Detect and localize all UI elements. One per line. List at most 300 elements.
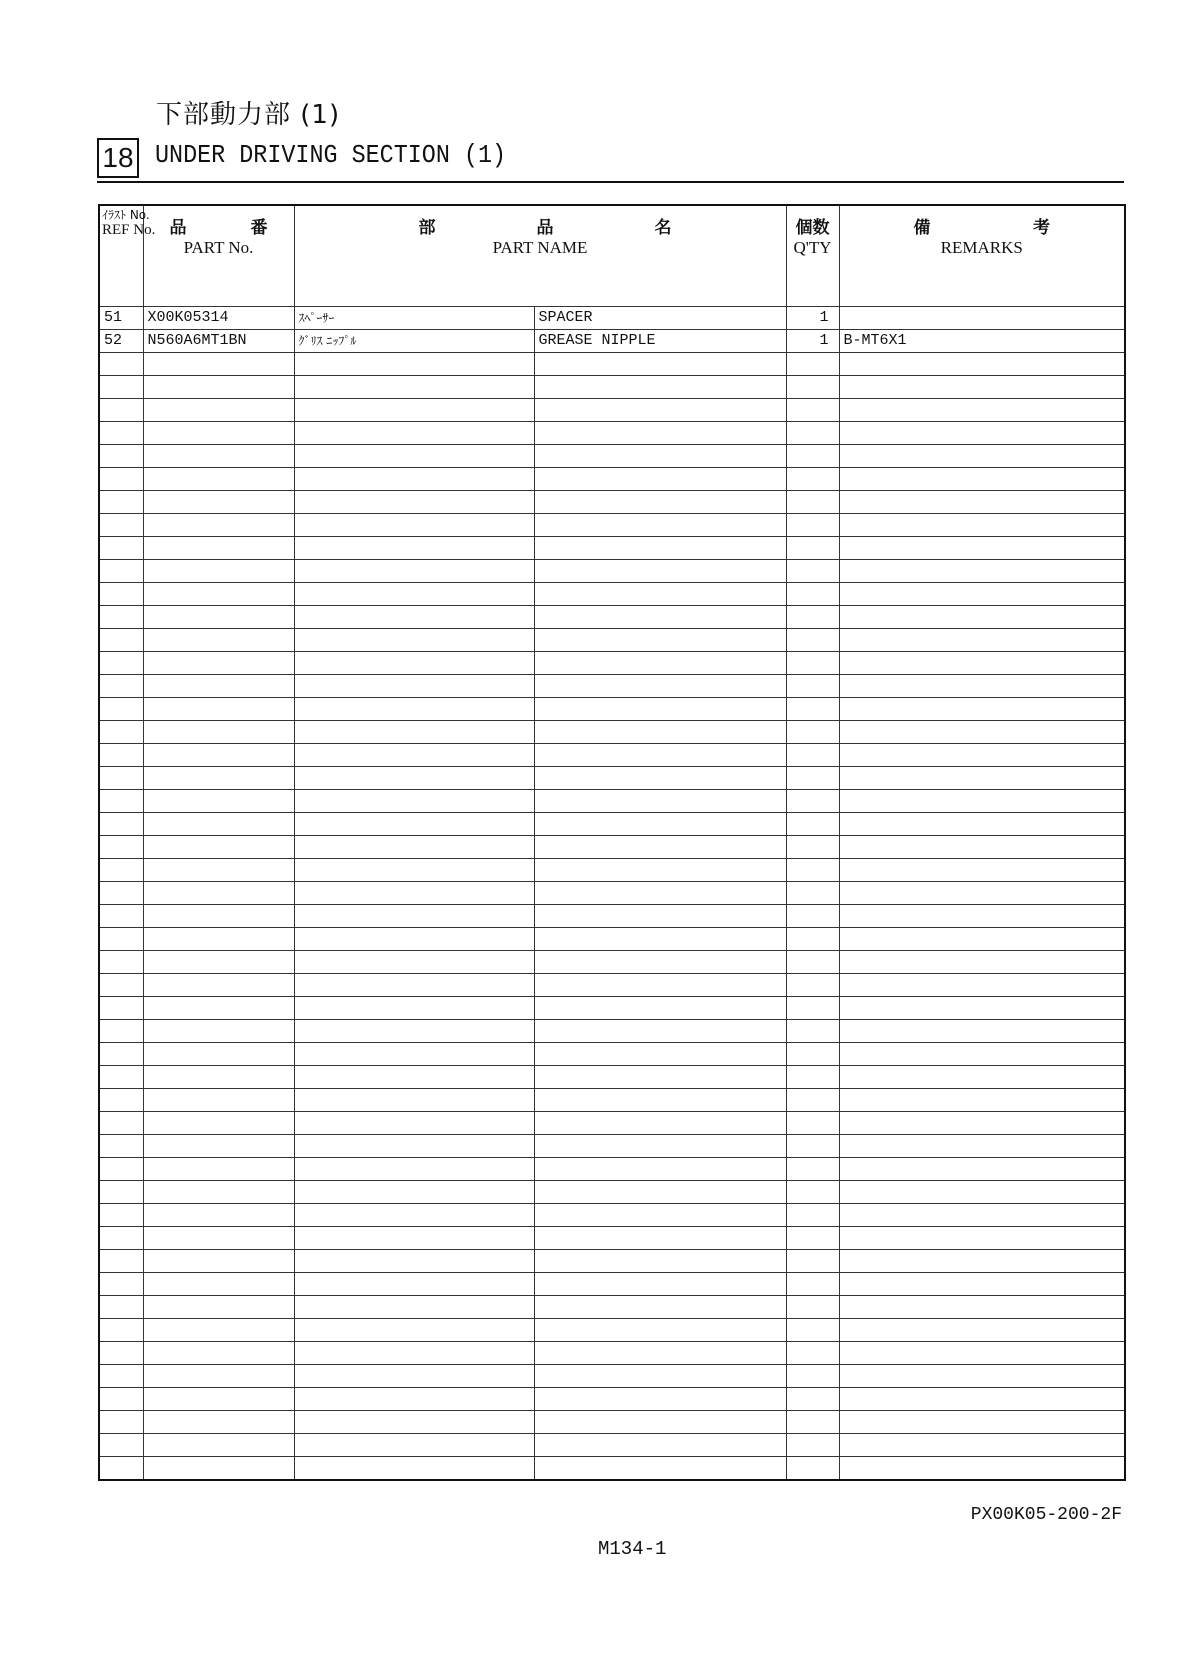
empty-cell	[839, 813, 1125, 836]
empty-cell	[143, 514, 294, 537]
empty-cell	[839, 468, 1125, 491]
empty-cell	[294, 468, 534, 491]
empty-cell	[786, 560, 839, 583]
empty-cell	[534, 583, 786, 606]
empty-cell	[839, 767, 1125, 790]
empty-cell	[294, 514, 534, 537]
empty-table-row	[99, 767, 1125, 790]
empty-cell	[294, 1204, 534, 1227]
parts-list-table	[98, 204, 1126, 1481]
empty-cell	[99, 1158, 143, 1181]
empty-cell	[786, 836, 839, 859]
empty-table-row	[99, 1181, 1125, 1204]
empty-cell	[294, 951, 534, 974]
empty-cell	[534, 353, 786, 376]
empty-cell	[839, 1457, 1125, 1481]
empty-cell	[786, 1411, 839, 1434]
empty-table-row	[99, 1204, 1125, 1227]
empty-cell	[786, 744, 839, 767]
column-header-qty	[786, 205, 839, 307]
empty-table-row	[99, 1434, 1125, 1457]
part-no-header-jp-right: 番	[250, 218, 268, 238]
empty-cell	[839, 698, 1125, 721]
empty-cell	[534, 652, 786, 675]
empty-table-row	[99, 629, 1125, 652]
remarks-header-en: REMARKS	[940, 238, 1023, 257]
empty-cell	[143, 491, 294, 514]
empty-table-row	[99, 974, 1125, 997]
empty-cell	[294, 698, 534, 721]
empty-cell	[143, 859, 294, 882]
empty-cell	[143, 790, 294, 813]
empty-cell	[294, 1457, 534, 1481]
empty-cell	[99, 1388, 143, 1411]
empty-cell	[534, 1227, 786, 1250]
empty-cell	[99, 767, 143, 790]
empty-cell	[143, 422, 294, 445]
empty-cell	[294, 445, 534, 468]
empty-cell	[839, 1135, 1125, 1158]
empty-cell	[786, 1457, 839, 1481]
empty-cell	[534, 1204, 786, 1227]
empty-table-row	[99, 1296, 1125, 1319]
empty-cell	[839, 1089, 1125, 1112]
empty-cell	[143, 652, 294, 675]
empty-table-row	[99, 1319, 1125, 1342]
empty-cell	[839, 1411, 1125, 1434]
empty-cell	[294, 1365, 534, 1388]
empty-cell	[786, 1135, 839, 1158]
empty-cell	[534, 928, 786, 951]
empty-cell	[839, 1227, 1125, 1250]
empty-table-row	[99, 583, 1125, 606]
empty-cell	[294, 1319, 534, 1342]
empty-table-row	[99, 1388, 1125, 1411]
empty-table-row	[99, 1112, 1125, 1135]
empty-cell	[534, 1319, 786, 1342]
column-header-ref	[99, 205, 156, 307]
empty-cell	[143, 1296, 294, 1319]
cell-part-no: X00K05314	[143, 307, 294, 330]
empty-cell	[294, 1227, 534, 1250]
empty-table-row	[99, 422, 1125, 445]
empty-table-row	[99, 399, 1125, 422]
empty-cell	[99, 997, 143, 1020]
empty-cell	[294, 353, 534, 376]
remarks-header-jp-right: 考	[1033, 218, 1050, 238]
empty-table-row	[99, 813, 1125, 836]
empty-cell	[99, 1273, 143, 1296]
empty-cell	[143, 951, 294, 974]
empty-cell	[786, 767, 839, 790]
empty-cell	[534, 698, 786, 721]
empty-cell	[534, 1388, 786, 1411]
empty-cell	[786, 353, 839, 376]
empty-cell	[839, 560, 1125, 583]
ref-header-en: REF No.	[102, 222, 156, 238]
cell-qty: 1	[786, 330, 839, 353]
empty-cell	[786, 445, 839, 468]
empty-cell	[99, 1319, 143, 1342]
empty-cell	[534, 1135, 786, 1158]
empty-table-row	[99, 606, 1125, 629]
empty-cell	[839, 1020, 1125, 1043]
empty-table-row	[99, 721, 1125, 744]
empty-cell	[839, 790, 1125, 813]
empty-cell	[534, 1043, 786, 1066]
empty-cell	[534, 744, 786, 767]
empty-cell	[294, 1296, 534, 1319]
empty-cell	[294, 1181, 534, 1204]
empty-cell	[143, 1434, 294, 1457]
empty-cell	[839, 1204, 1125, 1227]
empty-cell	[839, 997, 1125, 1020]
empty-cell	[143, 813, 294, 836]
empty-cell	[839, 1388, 1125, 1411]
empty-table-row	[99, 376, 1125, 399]
empty-cell	[839, 353, 1125, 376]
empty-cell	[786, 1227, 839, 1250]
empty-cell	[294, 744, 534, 767]
empty-cell	[99, 652, 143, 675]
column-header-part-no	[143, 205, 294, 307]
empty-cell	[786, 1296, 839, 1319]
empty-cell	[143, 537, 294, 560]
empty-cell	[786, 997, 839, 1020]
empty-cell	[294, 859, 534, 882]
part-name-header-jp-1: 部	[418, 218, 436, 238]
empty-cell	[143, 468, 294, 491]
empty-cell	[839, 1296, 1125, 1319]
empty-cell	[294, 1089, 534, 1112]
empty-cell	[143, 882, 294, 905]
empty-cell	[839, 1342, 1125, 1365]
empty-cell	[143, 744, 294, 767]
empty-cell	[99, 1089, 143, 1112]
empty-cell	[294, 836, 534, 859]
empty-cell	[143, 1227, 294, 1250]
empty-cell	[839, 422, 1125, 445]
part-name-header-en: PART NAME	[492, 238, 588, 257]
empty-cell	[294, 767, 534, 790]
empty-cell	[143, 583, 294, 606]
empty-cell	[786, 1250, 839, 1273]
empty-table-row	[99, 698, 1125, 721]
empty-cell	[99, 1296, 143, 1319]
empty-cell	[839, 1043, 1125, 1066]
empty-cell	[294, 1250, 534, 1273]
remarks-header-jp-left: 備	[913, 218, 931, 238]
empty-cell	[294, 422, 534, 445]
empty-cell	[839, 675, 1125, 698]
empty-cell	[294, 790, 534, 813]
empty-cell	[143, 1135, 294, 1158]
empty-cell	[143, 1365, 294, 1388]
empty-cell	[534, 767, 786, 790]
empty-cell	[534, 1411, 786, 1434]
empty-cell	[294, 376, 534, 399]
empty-cell	[143, 1066, 294, 1089]
empty-cell	[143, 1319, 294, 1342]
empty-cell	[99, 560, 143, 583]
empty-cell	[143, 836, 294, 859]
empty-cell	[99, 1020, 143, 1043]
empty-cell	[534, 1181, 786, 1204]
empty-cell	[99, 445, 143, 468]
empty-cell	[99, 1250, 143, 1273]
column-header-remarks	[839, 205, 1125, 307]
empty-cell	[99, 1181, 143, 1204]
empty-cell	[839, 491, 1125, 514]
section-number-box: 18	[97, 138, 139, 178]
empty-cell	[534, 629, 786, 652]
empty-cell	[143, 1043, 294, 1066]
empty-cell	[786, 1112, 839, 1135]
empty-cell	[143, 1158, 294, 1181]
empty-cell	[786, 652, 839, 675]
empty-cell	[294, 928, 534, 951]
empty-table-row	[99, 997, 1125, 1020]
empty-cell	[143, 1204, 294, 1227]
cell-part-no: N560A6MT1BN	[143, 330, 294, 353]
empty-table-row	[99, 928, 1125, 951]
empty-cell	[99, 606, 143, 629]
empty-cell	[839, 399, 1125, 422]
empty-cell	[99, 583, 143, 606]
empty-cell	[534, 859, 786, 882]
empty-table-row	[99, 1365, 1125, 1388]
empty-table-row	[99, 1227, 1125, 1250]
empty-cell	[294, 1158, 534, 1181]
empty-cell	[534, 905, 786, 928]
empty-cell	[534, 1273, 786, 1296]
empty-cell	[143, 767, 294, 790]
empty-cell	[99, 1066, 143, 1089]
empty-table-row	[99, 1089, 1125, 1112]
empty-cell	[786, 1066, 839, 1089]
page-title-english: UNDER DRIVING SECTION (1)	[155, 140, 507, 170]
empty-cell	[839, 1181, 1125, 1204]
empty-table-row	[99, 652, 1125, 675]
empty-cell	[534, 1089, 786, 1112]
empty-cell	[534, 951, 786, 974]
empty-cell	[839, 445, 1125, 468]
empty-cell	[786, 583, 839, 606]
empty-cell	[143, 1457, 294, 1481]
empty-cell	[143, 376, 294, 399]
empty-cell	[786, 790, 839, 813]
empty-cell	[534, 1296, 786, 1319]
empty-cell	[534, 836, 786, 859]
empty-table-row	[99, 1342, 1125, 1365]
empty-cell	[786, 882, 839, 905]
empty-cell	[839, 905, 1125, 928]
empty-table-row	[99, 951, 1125, 974]
empty-cell	[99, 813, 143, 836]
empty-cell	[839, 974, 1125, 997]
empty-cell	[534, 721, 786, 744]
empty-cell	[143, 560, 294, 583]
empty-cell	[534, 882, 786, 905]
cell-remarks: B-MT6X1	[839, 330, 1125, 353]
empty-cell	[99, 399, 143, 422]
empty-cell	[786, 1342, 839, 1365]
empty-table-row	[99, 514, 1125, 537]
empty-cell	[786, 859, 839, 882]
empty-cell	[294, 1273, 534, 1296]
empty-cell	[786, 675, 839, 698]
empty-cell	[839, 744, 1125, 767]
empty-cell	[786, 1089, 839, 1112]
empty-cell	[99, 468, 143, 491]
empty-cell	[99, 629, 143, 652]
empty-cell	[143, 606, 294, 629]
empty-cell	[839, 537, 1125, 560]
empty-cell	[294, 537, 534, 560]
empty-cell	[534, 491, 786, 514]
table-row	[99, 307, 1125, 330]
empty-cell	[143, 905, 294, 928]
empty-table-row	[99, 836, 1125, 859]
empty-table-row	[99, 560, 1125, 583]
empty-cell	[534, 1066, 786, 1089]
empty-cell	[786, 974, 839, 997]
empty-cell	[839, 629, 1125, 652]
empty-cell	[786, 422, 839, 445]
empty-table-row	[99, 491, 1125, 514]
empty-cell	[143, 974, 294, 997]
empty-cell	[786, 1434, 839, 1457]
table-row	[99, 330, 1125, 353]
empty-cell	[143, 1250, 294, 1273]
empty-cell	[143, 997, 294, 1020]
empty-cell	[839, 951, 1125, 974]
empty-cell	[534, 1020, 786, 1043]
empty-cell	[143, 1342, 294, 1365]
empty-cell	[99, 675, 143, 698]
part-no-header-jp-left: 品	[169, 218, 187, 238]
empty-cell	[786, 1043, 839, 1066]
empty-cell	[839, 1066, 1125, 1089]
empty-cell	[143, 928, 294, 951]
empty-cell	[99, 1043, 143, 1066]
empty-cell	[839, 652, 1125, 675]
empty-cell	[294, 1411, 534, 1434]
empty-cell	[786, 1020, 839, 1043]
empty-table-row	[99, 468, 1125, 491]
empty-cell	[143, 629, 294, 652]
empty-cell	[534, 606, 786, 629]
empty-cell	[534, 813, 786, 836]
empty-cell	[786, 468, 839, 491]
empty-cell	[99, 1457, 143, 1481]
empty-cell	[294, 882, 534, 905]
empty-cell	[786, 376, 839, 399]
empty-cell	[534, 376, 786, 399]
empty-cell	[534, 1434, 786, 1457]
empty-cell	[839, 1319, 1125, 1342]
empty-cell	[839, 836, 1125, 859]
empty-cell	[534, 468, 786, 491]
cell-part-name-jp: ｸﾞﾘｽ ﾆｯﾌﾟﾙ	[294, 330, 534, 353]
cell-ref: 52	[99, 330, 143, 353]
empty-cell	[99, 1365, 143, 1388]
empty-cell	[294, 1066, 534, 1089]
page-title-japanese: 下部動力部 (1)	[156, 100, 341, 130]
empty-cell	[99, 974, 143, 997]
empty-table-row	[99, 1457, 1125, 1481]
empty-cell	[534, 1250, 786, 1273]
column-header-part-name	[294, 205, 786, 307]
empty-cell	[99, 859, 143, 882]
empty-cell	[534, 537, 786, 560]
empty-cell	[294, 1043, 534, 1066]
empty-cell	[143, 1273, 294, 1296]
ref-header-jp: ｲﾗｽﾄ No.	[102, 208, 150, 222]
empty-table-row	[99, 859, 1125, 882]
empty-cell	[99, 1135, 143, 1158]
empty-cell	[143, 1388, 294, 1411]
empty-cell	[839, 606, 1125, 629]
empty-table-row	[99, 353, 1125, 376]
empty-cell	[143, 721, 294, 744]
empty-table-row	[99, 1250, 1125, 1273]
empty-table-row	[99, 744, 1125, 767]
qty-header-en: Q'TY	[793, 238, 832, 257]
empty-cell	[294, 629, 534, 652]
qty-header-jp: 個数	[795, 218, 830, 238]
empty-cell	[143, 1089, 294, 1112]
empty-cell	[294, 905, 534, 928]
table-header-row	[99, 205, 1125, 307]
empty-cell	[839, 583, 1125, 606]
empty-cell	[294, 399, 534, 422]
empty-cell	[786, 1388, 839, 1411]
empty-cell	[786, 514, 839, 537]
empty-cell	[99, 744, 143, 767]
empty-cell	[99, 491, 143, 514]
empty-cell	[534, 560, 786, 583]
empty-cell	[99, 353, 143, 376]
empty-cell	[99, 882, 143, 905]
part-no-header-en: PART No.	[183, 238, 254, 257]
empty-cell	[99, 1112, 143, 1135]
empty-cell	[99, 1411, 143, 1434]
empty-cell	[99, 1342, 143, 1365]
empty-cell	[839, 721, 1125, 744]
cell-part-name-jp: ｽﾍﾟｰｻｰ	[294, 307, 534, 330]
empty-cell	[99, 790, 143, 813]
empty-cell	[294, 1135, 534, 1158]
empty-cell	[786, 1158, 839, 1181]
empty-cell	[99, 905, 143, 928]
empty-cell	[786, 399, 839, 422]
empty-cell	[534, 790, 786, 813]
empty-cell	[294, 813, 534, 836]
empty-table-row	[99, 675, 1125, 698]
empty-cell	[839, 1273, 1125, 1296]
empty-cell	[294, 1388, 534, 1411]
empty-cell	[839, 376, 1125, 399]
empty-cell	[294, 1434, 534, 1457]
empty-table-row	[99, 1020, 1125, 1043]
empty-table-row	[99, 445, 1125, 468]
empty-cell	[839, 882, 1125, 905]
empty-cell	[534, 445, 786, 468]
empty-cell	[534, 1158, 786, 1181]
empty-cell	[99, 721, 143, 744]
cell-qty: 1	[786, 307, 839, 330]
